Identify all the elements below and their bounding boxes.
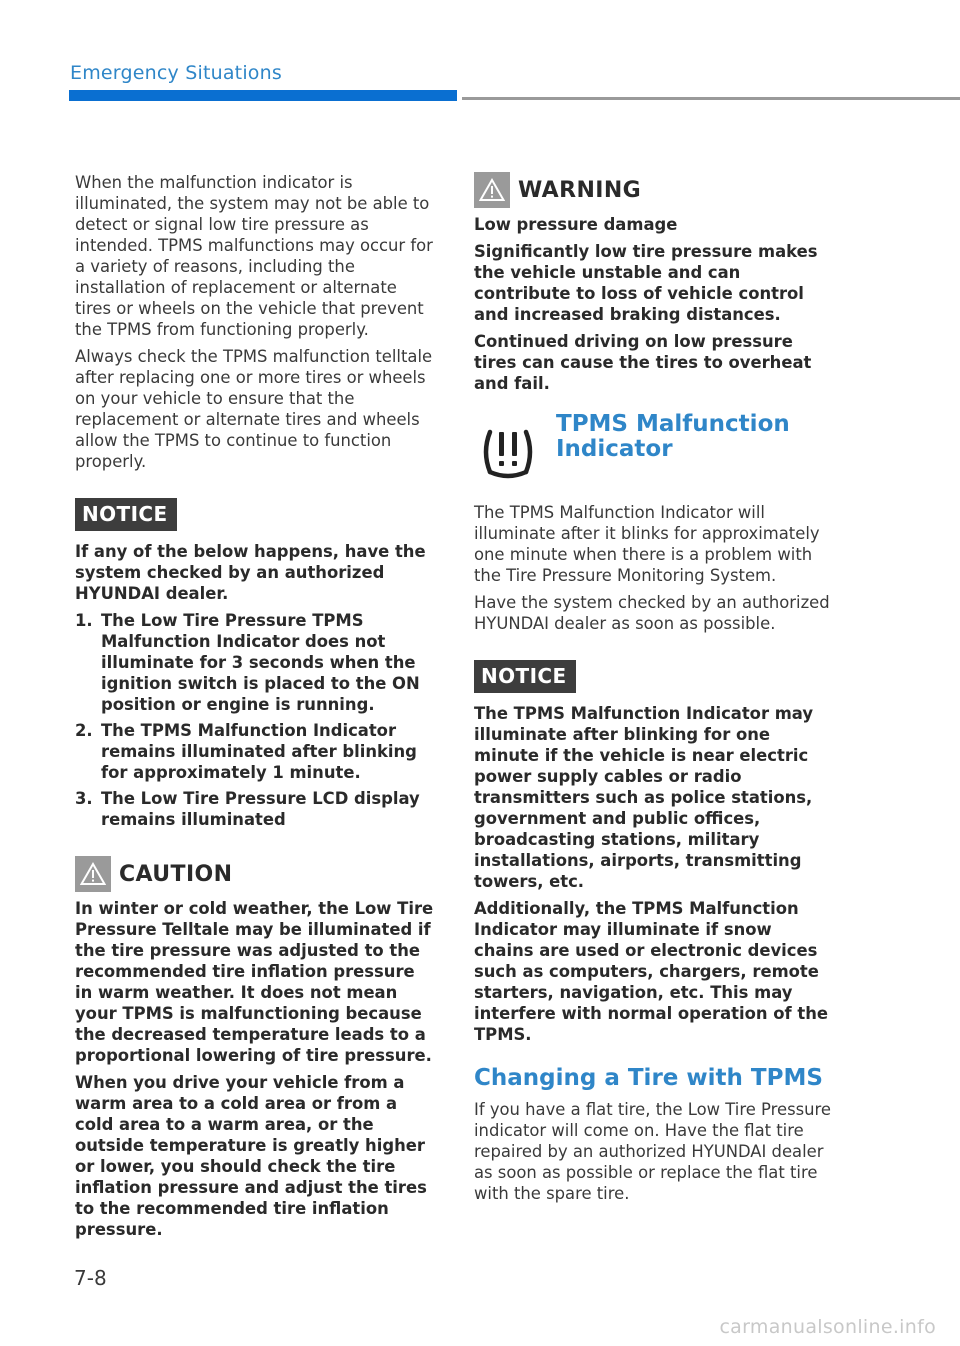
warning-header <box>474 172 836 208</box>
paragraph: Always check the TPMS malfunction telltale after replacing one or more tires or wheels on your vehicle to ensure that the replacement or alternate tires and wheels allow the TPMS to continue to function properly. <box>75 347 433 471</box>
paragraph: If you have a flat tire, the Low Tire Pressure indicator will come on. Have the flat tire repaired by an authorized HYUNDAI dealer as soon as possible or replace the flat tire with the spare tire. <box>474 1100 832 1203</box>
header-rule <box>462 97 960 100</box>
header-accent-bar <box>69 90 457 101</box>
warning-subtitle: Low pressure damage <box>474 215 678 234</box>
notice-label: NOTICE <box>75 498 177 531</box>
notice-intro: If any of the below happens, have the system checked by an authorized HYUNDAI dealer. <box>75 542 426 603</box>
section-header-title: Emergency Situations <box>70 62 282 84</box>
list-item: 1. The Low Tire Pressure TPMS Malfunction Indicator does not illuminate for 3 seconds when the ignition switch is placed to the ON position or engine is running. <box>75 611 420 714</box>
caution-header <box>75 856 437 892</box>
notice-paragraph: The TPMS Malfunction Indicator may illuminate after blinking for one minute if the vehicle is near electric power supply cables or radio transmitters such as police stations, government and public offices, broadcasting stations, military installations, airports, transmitting towers, etc. <box>474 704 814 891</box>
list-item: 3. The Low Tire Pressure LCD display remains illuminated <box>75 789 420 829</box>
tpms-malfunction-icon <box>478 424 538 484</box>
notice-label: NOTICE <box>474 660 576 693</box>
warning-paragraph: Continued driving on low pressure tires can cause the tires to overheat and fail. <box>474 332 812 393</box>
right-column <box>474 172 836 1210</box>
paragraph: The TPMS Malfunction Indicator will illuminate after it blinks for approximately one minute when there is a problem with the Tire Pressure Monitoring System. <box>474 503 820 585</box>
caution-label: CAUTION <box>119 861 233 887</box>
notice-box <box>75 498 437 531</box>
warning-triangle-icon <box>474 172 510 208</box>
notice-paragraph: Additionally, the TPMS Malfunction Indicator may illuminate if snow chains are used or electronic devices such as computers, chargers, remote starters, navigation, etc. This may interfere with normal operation of the TPMS. <box>474 899 828 1044</box>
caution-paragraph: When you drive your vehicle from a warm area to a cold area or from a cold area to a warm area, or the outside temperature is greatly higher or lower, you should check the tire inflation pressure and adjust the tires to the recommended tire inflation pressure. <box>75 1073 427 1239</box>
warning-label: WARNING <box>518 177 642 203</box>
caution-paragraph: In winter or cold weather, the Low Tire Pressure Telltale may be illuminated if the tire pressure was adjusted to the recommended tire inflation pressure in warm weather. It does not mean your TPMS is malfunctioning because the decreased temperature leads to a proportional lowering of tire pressure. <box>75 899 434 1065</box>
paragraph: When the malfunction indicator is illuminated, the system may not be able to detect or signal low tire pressure as intended. TPMS malfunctions may occur for a variety of reasons, including the installation of replacement or alternate tires or wheels on the vehicle that prevent the TPMS from functioning properly. <box>75 173 433 339</box>
paragraph: Have the system checked by an authorized HYUNDAI dealer as soon as possible. <box>474 593 830 633</box>
tpms-heading <box>474 412 836 484</box>
notice-list <box>75 610 437 830</box>
list-item: 2. The TPMS Malfunction Indicator remains illuminated after blinking for approximately 1 minute. <box>75 721 417 782</box>
tpms-title: TPMS Malfunction Indicator <box>556 411 790 462</box>
page-number: 7-8 <box>74 1266 107 1290</box>
notice-box <box>474 660 836 693</box>
watermark: carmanualsonline.info <box>719 1316 936 1338</box>
section-title: Changing a Tire with TPMS <box>474 1065 823 1091</box>
warning-triangle-icon <box>75 856 111 892</box>
warning-paragraph: Significantly low tire pressure makes the vehicle unstable and can contribute to loss of vehicle control and increased braking distances. <box>474 242 818 324</box>
left-column <box>75 172 437 1246</box>
